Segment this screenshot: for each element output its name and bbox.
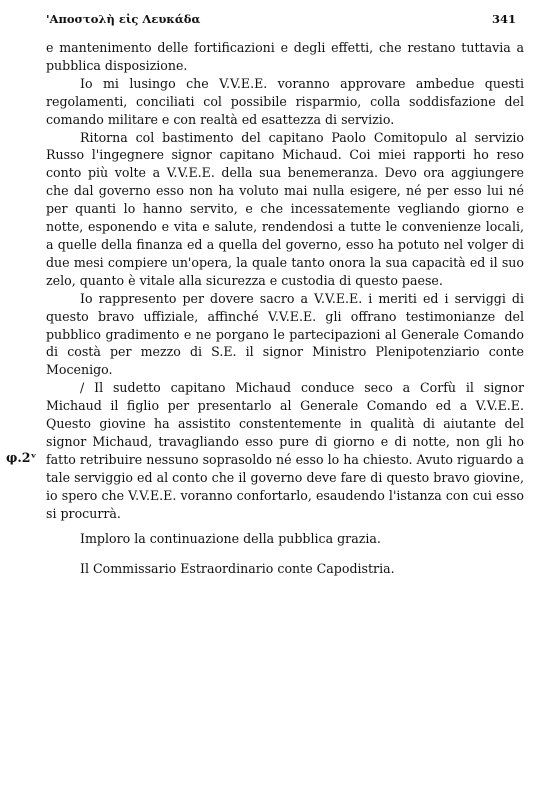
paragraph-figlio-text: Il sudetto capitano Michaud conduce seco a Corfù il signor Michaud il figlio per presentarlo al Generale Comando ed a V.V.E.E. Questo giovine ha assistito constentemente in qualità di aiutante del signor Michaud, travagliando esso pure di giorno e di notte, non gli ho fatto retribuire nessuno soprasoldo né esso lo ha chiesto. Avuto riguardo a tale serviggio ed al conto che il governo deve fare di questo bravo giovine, io spero che V.V.E.E. voranno confortarlo, esaudendo l'istanza con cui esso si procurrà. bbox=[46, 380, 524, 521]
running-header bbox=[46, 12, 516, 30]
folio-separator: / bbox=[80, 380, 95, 396]
page-number: 341 bbox=[491, 12, 516, 26]
paragraph-regolamenti: Io mi lusingo che V.V.E.E. voranno approvare ambedue questi regolamenti, conciliati col possibile risparmio, colla soddisfazione del comando militare e con realtà ed esattezza di servizio. bbox=[46, 75, 524, 127]
paragraph-meriti: Io rappresento per dovere sacro a V.V.E.E. i meriti ed i serviggi di questo bravo uffiziale, affinché V.V.E.E. gli offrano testimonianze del pubblico gradimento e ne porgano le partecipazioni al Generale Comando di costà per mezzo di S.E. il signor Ministro Plenipotenziario conte Mocenigo. bbox=[46, 290, 524, 378]
paragraph-figlio bbox=[46, 379, 524, 522]
running-title: 'Αποστολὴ εἰς Λευκάδα bbox=[46, 12, 201, 26]
paragraph-michaud: Ritorna col bastimento del capitano Paolo Comitopulo al servizio Russo l'ingegnere signor capitano Michaud. Coi miei rapporti ho reso conto più volte a V.V.E.E. della sua benemeranza. Devo ora aggiungere che dal governo esso non ha voluto mai nulla esigere, né per esso lui né per quanti lo hanno servito, e che incessatemente vegliando giorno e notte, esponendo e vita e salute, rendendosi a tutte le convenienze locali, a quelle della finanza ed a quella del governo, esso ha potuto nel volger di due mesi compiere un'opera, la quale tanto onora la sua capacità ed il suo zelo, quanto è vitale alla sicurezza e custodia di questo paese. bbox=[46, 129, 524, 288]
paragraph-continuation: e mantenimento delle fortificazioni e degli effetti, che restano tuttavia a pubblica disposizione. bbox=[46, 40, 524, 73]
paragraph-imploro: Imploro la continuazione della pubblica grazia. bbox=[80, 531, 381, 547]
folio-marginal-note: φ.2ᵛ bbox=[6, 450, 37, 465]
signature-line: Il Commissario Estraordinario conte Capodistria. bbox=[80, 561, 395, 577]
body-text bbox=[46, 39, 524, 578]
